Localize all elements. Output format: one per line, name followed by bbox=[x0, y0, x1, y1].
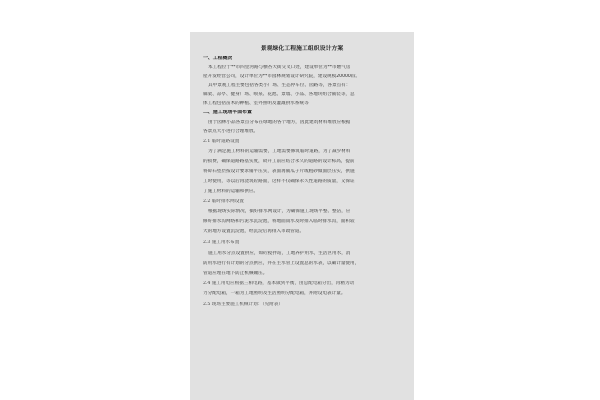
text-line: 屋开发经营公司，设计单位为**市园林规划设计研究院，建设规模20000㎡。 bbox=[203, 74, 361, 79]
text-line: 由于园林小品各景点分布在绿地的各个地方，因此建筑材料堆放应根据 bbox=[208, 120, 351, 125]
text-line: 了施工材料的运输和供应。 bbox=[203, 189, 259, 194]
text-line: 廊架、凉亭、健身广场、喷泉、花池、景墙、小品、各地块组合铺装等，总 bbox=[203, 92, 355, 97]
heading-project-overview: 一、工程概况 bbox=[203, 56, 233, 61]
section-heading-2-1: 2.1 临时道路设置 bbox=[203, 139, 240, 144]
section-heading-2-2: 2.2 临时排水网设置 bbox=[203, 199, 244, 204]
text-line: 各景点大小进行合理堆放。 bbox=[203, 129, 259, 134]
section-heading-2-3: 2.3 施工用水布置 bbox=[203, 240, 240, 245]
text-line: 力分配电箱，一箱为工地照明及生活照明分配电箱，并附设电表计量。 bbox=[203, 291, 346, 296]
text-line: 将碎石垫层按设计要求铺平压实，表面再铺瓜子片或粗砂做面层压实，供施 bbox=[203, 169, 355, 174]
text-line: 大的地方设置沉淀池，经沉淀后再排入市政管道。 bbox=[203, 229, 305, 234]
section-heading-2-5: 2.5 现场主要施工机械计划：（见附表） bbox=[203, 302, 283, 307]
text-line: 体工程包括苗木的种植、室外照明及灌溉供水系统等 bbox=[203, 101, 309, 106]
document-title: 景观绿化工程施工组织设计方案 bbox=[260, 46, 344, 52]
text-line: 的损费，确保道路路基实度，故开工前应结合永久的道路的设计标高，提前 bbox=[203, 159, 355, 164]
text-line: 其中景观工程主要包括各类小广场、生态停车位、园路等，各景点有： bbox=[208, 83, 351, 88]
text-line: 修好排水沟网络和污泥水沉淀池，将地面雨水及时排入临时排水沟，面积较 bbox=[203, 219, 355, 224]
text-line: 根据现场实际情况，搞好排水网设计，为确保施工现场平整、整洁，应 bbox=[208, 209, 351, 214]
heading-site-layout: 二、施工现场平面布置 bbox=[203, 110, 252, 115]
text-line: 本工程位于**市四里河路与横杏大街交叉口处，建设单位为**市燃气房 bbox=[208, 65, 351, 70]
text-line: 防用水进行有计划的分点供应，并在主水管上设置总的水表，以确计量使用， bbox=[203, 261, 360, 266]
text-line: 工时使用，等以后再浇筑砼路面，这样不仅确保永久性道路的质量，又保证 bbox=[203, 179, 355, 184]
document-page bbox=[190, 32, 414, 400]
text-line: 施工用水分点设置供应，如砼搅拌站，工地养护用水，生活区用水，消 bbox=[208, 251, 351, 256]
text-line: 管道应埋在地下防止机械碾压。 bbox=[203, 271, 268, 276]
section-heading-2-4: 2.4 施工用电应根据三相电路，基本做到平衡，由总配电箱分出，再精为动 bbox=[203, 281, 355, 286]
text-line: 为了满足施工材料的运输需要，工地需要修筑临时道路，为了减少材料 bbox=[208, 149, 351, 154]
